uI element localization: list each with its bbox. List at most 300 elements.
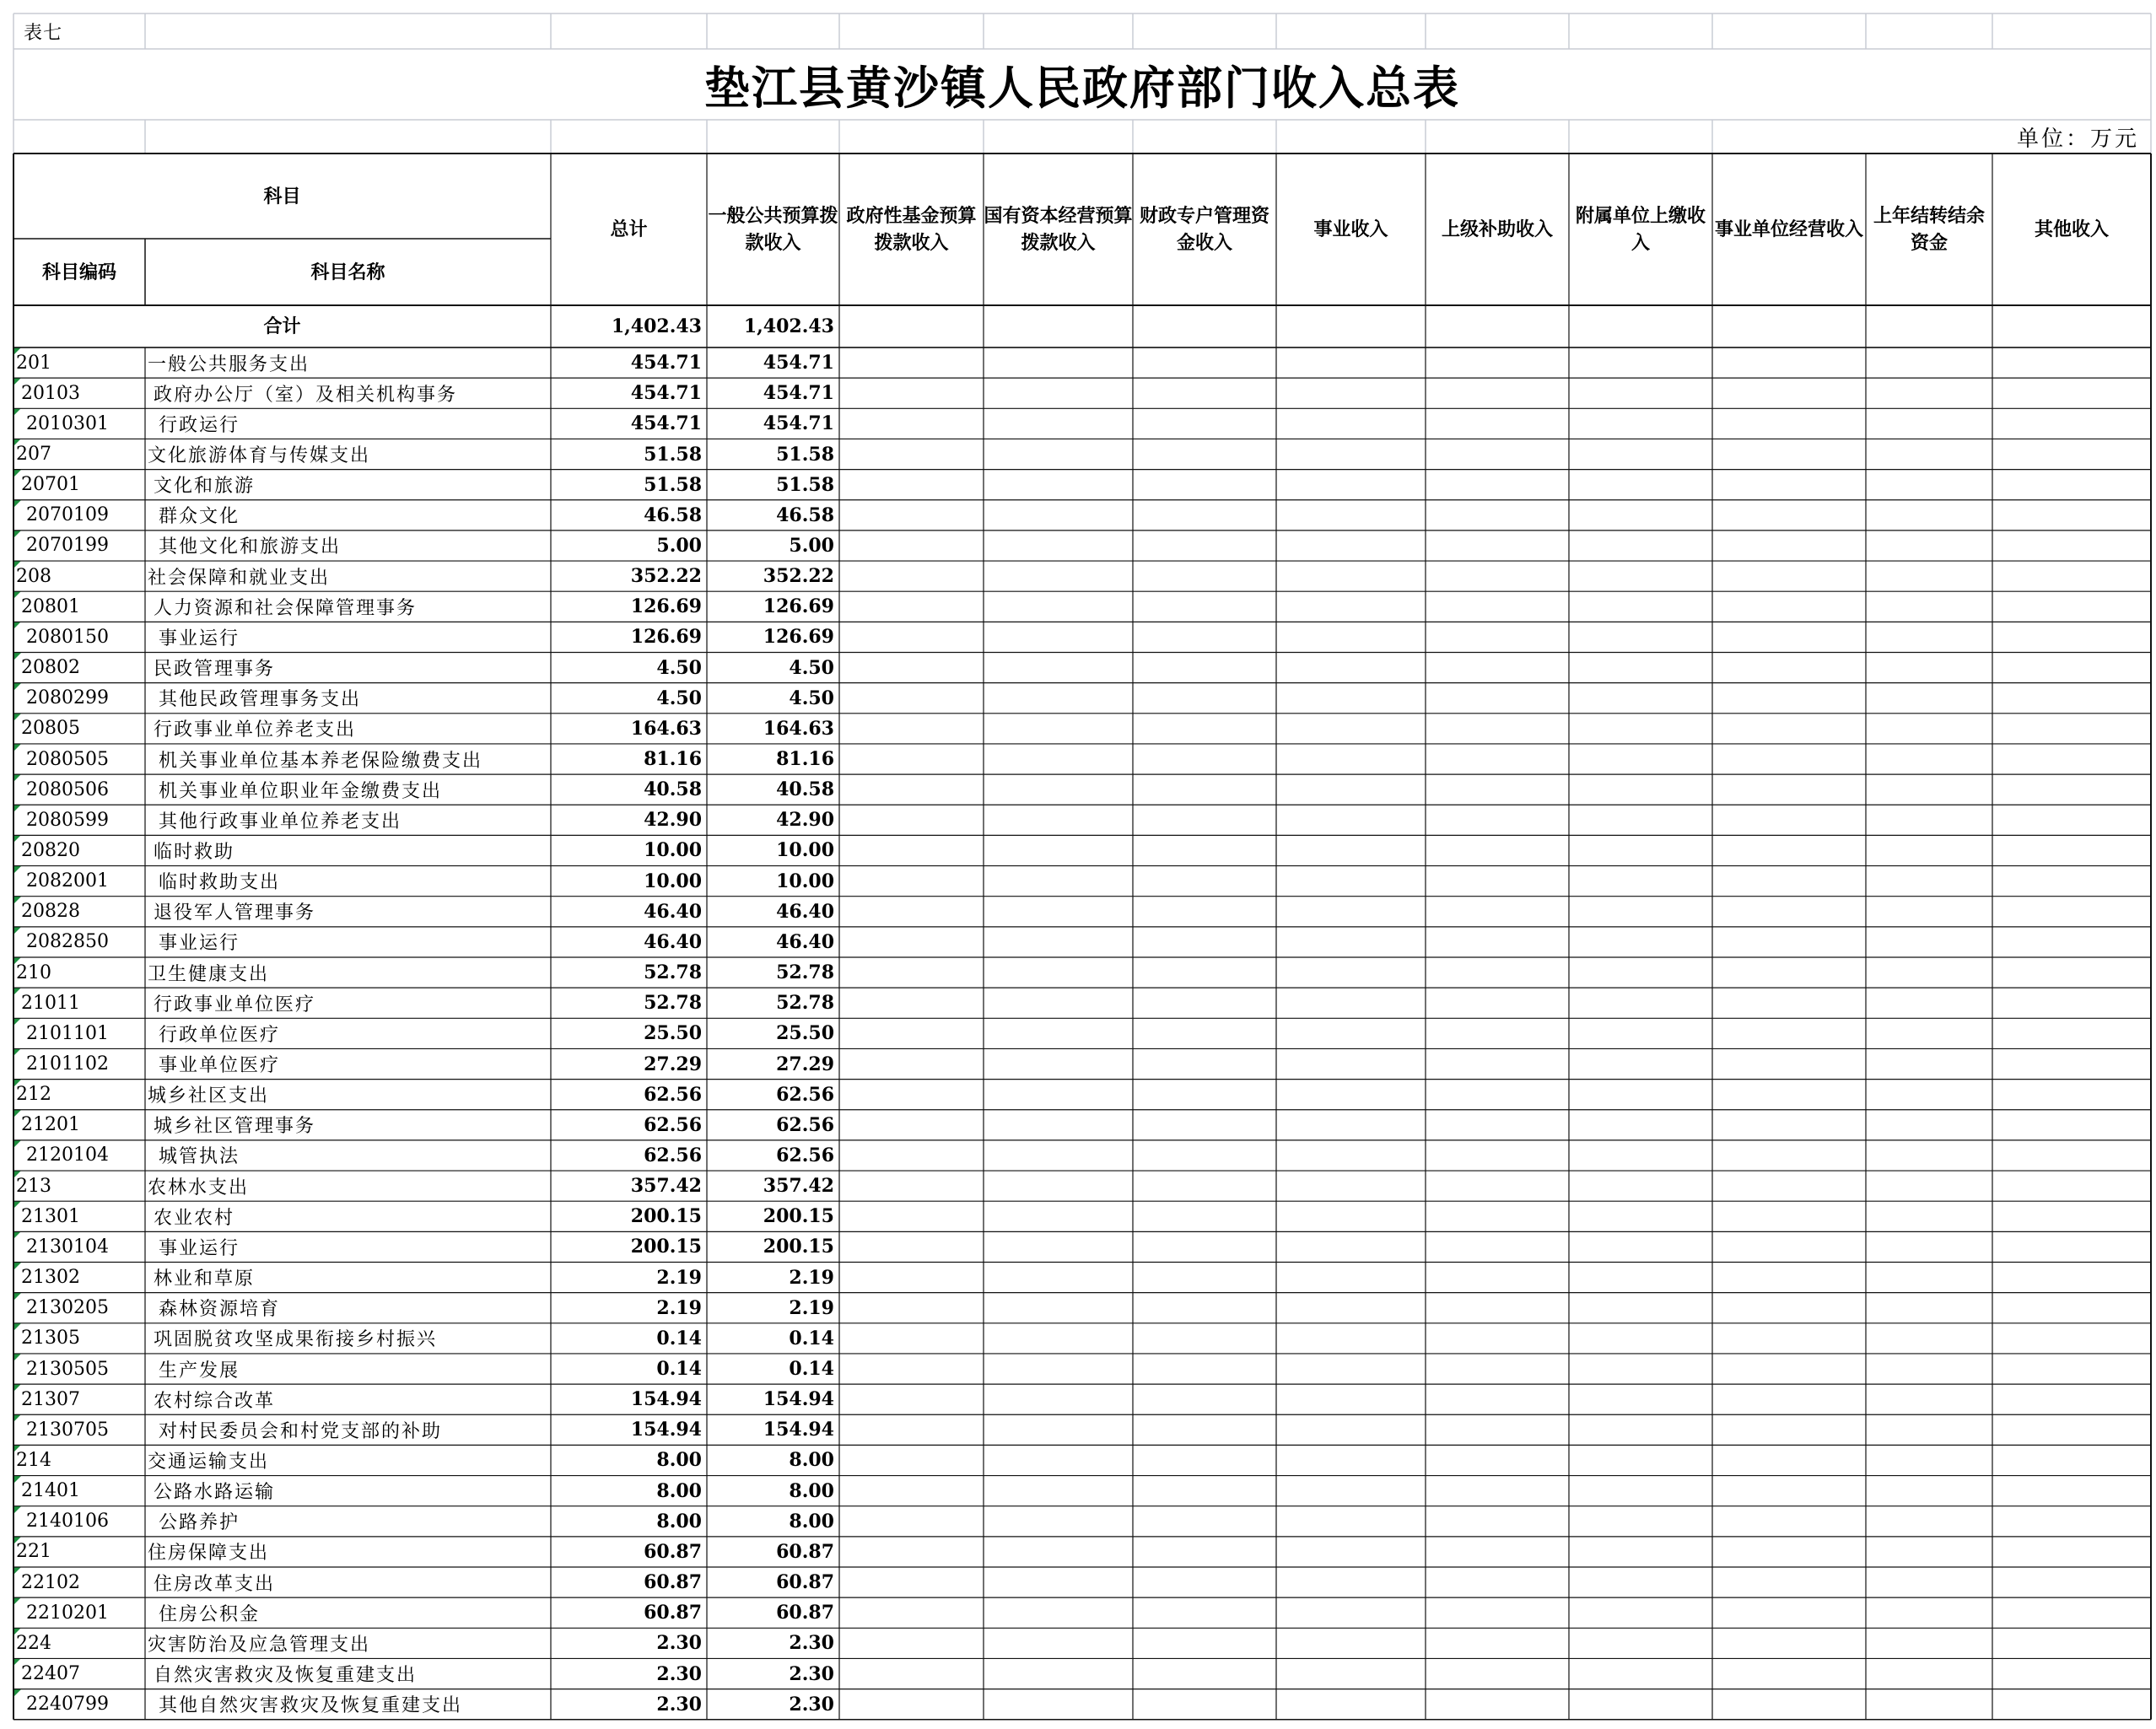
row-empty-cell[interactable] (1866, 683, 1992, 714)
row-empty-cell[interactable] (984, 1506, 1133, 1537)
row-empty-cell[interactable] (1569, 561, 1712, 591)
row-general-budget[interactable]: 2.30 (789, 1632, 834, 1655)
row-empty-cell[interactable] (1426, 1323, 1569, 1354)
row-empty-cell[interactable] (839, 805, 984, 835)
row-total[interactable]: 164.63 (630, 717, 702, 740)
row-empty-cell[interactable] (1133, 714, 1276, 744)
row-empty-cell[interactable] (839, 591, 984, 622)
row-empty-cell[interactable] (1133, 1384, 1276, 1414)
row-empty-cell[interactable] (1276, 1567, 1426, 1597)
row-general-budget[interactable]: 2.19 (789, 1296, 834, 1319)
row-empty-cell[interactable] (984, 653, 1133, 683)
row-general-budget[interactable]: 42.90 (776, 809, 834, 832)
row-total[interactable]: 46.40 (644, 930, 702, 953)
row-empty-cell[interactable] (984, 1445, 1133, 1475)
row-empty-cell[interactable] (1133, 653, 1276, 683)
row-empty-cell[interactable] (1712, 957, 1866, 988)
row-empty-cell[interactable] (1712, 1140, 1866, 1171)
row-empty-cell[interactable] (1426, 1689, 1569, 1720)
row-total[interactable]: 454.71 (630, 352, 702, 374)
row-empty-cell[interactable] (1569, 744, 1712, 774)
row-empty-cell[interactable] (1712, 1567, 1866, 1597)
row-empty-cell[interactable] (1866, 744, 1992, 774)
row-empty-cell[interactable] (1712, 1658, 1866, 1689)
row-empty-cell[interactable] (1133, 988, 1276, 1018)
row-empty-cell[interactable] (1712, 1354, 1866, 1384)
row-empty-cell[interactable] (1133, 470, 1276, 500)
row-empty-cell[interactable] (1426, 927, 1569, 957)
row-empty-cell[interactable] (1133, 1445, 1276, 1475)
row-empty-cell[interactable] (839, 683, 984, 714)
row-total[interactable]: 2.30 (656, 1632, 702, 1655)
row-empty-cell[interactable] (839, 347, 984, 378)
row-empty-cell[interactable] (1133, 1567, 1276, 1597)
row-empty-cell[interactable] (1712, 1537, 1866, 1567)
row-name[interactable]: 其他行政事业单位养老支出 (159, 811, 402, 832)
row-empty-cell[interactable] (1866, 1110, 1992, 1140)
row-empty-cell[interactable] (1712, 1323, 1866, 1354)
row-empty-cell[interactable] (984, 1689, 1133, 1720)
row-empty-cell[interactable] (1866, 1354, 1992, 1384)
row-name[interactable]: 临时救助支出 (159, 872, 281, 894)
row-empty-cell[interactable] (839, 531, 984, 561)
row-name[interactable]: 行政事业单位医疗 (154, 994, 316, 1015)
row-total[interactable]: 0.14 (656, 1358, 702, 1380)
row-empty-cell[interactable] (1866, 1140, 1992, 1171)
row-empty-cell[interactable] (839, 408, 984, 439)
row-general-budget[interactable]: 10.00 (776, 870, 834, 892)
row-total[interactable]: 46.40 (644, 900, 702, 923)
row-empty-cell[interactable] (1992, 1140, 2151, 1171)
row-empty-cell[interactable] (1426, 1354, 1569, 1384)
row-total[interactable]: 454.71 (630, 412, 702, 435)
row-general-budget[interactable]: 8.00 (789, 1510, 834, 1532)
row-empty-cell[interactable] (1276, 1201, 1426, 1231)
row-general-budget[interactable]: 454.71 (763, 352, 834, 374)
row-general-budget[interactable]: 62.56 (776, 1083, 834, 1106)
row-empty-cell[interactable] (1569, 866, 1712, 897)
row-empty-cell[interactable] (839, 774, 984, 805)
row-empty-cell[interactable] (1992, 1414, 2151, 1445)
row-empty-cell[interactable] (1866, 347, 1992, 378)
row-name[interactable]: 自然灾害救灾及恢复重建支出 (154, 1665, 418, 1686)
row-empty-cell[interactable] (984, 1567, 1133, 1597)
row-empty-cell[interactable] (1712, 1597, 1866, 1628)
row-code[interactable] (13, 683, 145, 714)
row-empty-cell[interactable] (1276, 897, 1426, 927)
row-total[interactable]: 357.42 (630, 1175, 702, 1198)
row-code[interactable] (13, 1201, 145, 1231)
row-empty-cell[interactable] (1133, 591, 1276, 622)
row-empty-cell[interactable] (839, 1080, 984, 1110)
row-empty-cell[interactable] (1992, 1628, 2151, 1658)
row-empty-cell[interactable] (1276, 408, 1426, 439)
row-empty-cell[interactable] (1569, 1293, 1712, 1323)
row-empty-cell[interactable] (1276, 744, 1426, 774)
row-empty-cell[interactable] (1276, 653, 1426, 683)
total-empty-cell[interactable] (1712, 305, 1866, 347)
row-empty-cell[interactable] (984, 500, 1133, 531)
row-empty-cell[interactable] (1133, 561, 1276, 591)
row-empty-cell[interactable] (1866, 531, 1992, 561)
total-empty-cell[interactable] (1426, 305, 1569, 347)
row-code[interactable] (13, 1140, 145, 1171)
row-code[interactable] (13, 927, 145, 957)
row-general-budget[interactable]: 52.78 (776, 992, 834, 1015)
row-empty-cell[interactable] (1133, 927, 1276, 957)
row-general-budget[interactable]: 52.78 (776, 961, 834, 984)
row-name[interactable]: 卫生健康支出 (148, 963, 270, 985)
row-empty-cell[interactable] (1992, 744, 2151, 774)
row-empty-cell[interactable] (984, 378, 1133, 408)
row-empty-cell[interactable] (1569, 1231, 1712, 1262)
row-code[interactable] (13, 1293, 145, 1323)
row-empty-cell[interactable] (1712, 835, 1866, 865)
row-name[interactable]: 城管执法 (159, 1146, 240, 1168)
row-empty-cell[interactable] (1133, 1140, 1276, 1171)
row-empty-cell[interactable] (1426, 835, 1569, 865)
row-name[interactable]: 事业运行 (159, 933, 240, 955)
row-empty-cell[interactable] (1569, 1354, 1712, 1384)
row-empty-cell[interactable] (1276, 1628, 1426, 1658)
row-empty-cell[interactable] (1866, 378, 1992, 408)
row-name[interactable]: 政府办公厅（室）及相关机构事务 (154, 384, 458, 406)
row-empty-cell[interactable] (1276, 378, 1426, 408)
row-empty-cell[interactable] (1569, 927, 1712, 957)
row-empty-cell[interactable] (984, 531, 1133, 561)
row-empty-cell[interactable] (1569, 1476, 1712, 1506)
row-empty-cell[interactable] (1276, 1110, 1426, 1140)
row-empty-cell[interactable] (1866, 1537, 1992, 1567)
row-empty-cell[interactable] (1712, 897, 1866, 927)
row-empty-cell[interactable] (839, 1384, 984, 1414)
row-empty-cell[interactable] (1569, 1110, 1712, 1140)
row-empty-cell[interactable] (1712, 470, 1866, 500)
row-empty-cell[interactable] (1276, 1354, 1426, 1384)
row-empty-cell[interactable] (1992, 1537, 2151, 1567)
row-general-budget[interactable]: 154.94 (763, 1388, 834, 1411)
row-empty-cell[interactable] (984, 1231, 1133, 1262)
row-total[interactable]: 154.94 (630, 1388, 702, 1411)
row-empty-cell[interactable] (839, 500, 984, 531)
row-name[interactable]: 住房改革支出 (154, 1573, 276, 1595)
row-empty-cell[interactable] (1569, 805, 1712, 835)
row-code[interactable] (13, 591, 145, 622)
row-general-budget[interactable]: 62.56 (776, 1113, 834, 1136)
row-empty-cell[interactable] (839, 1628, 984, 1658)
row-empty-cell[interactable] (984, 683, 1133, 714)
row-empty-cell[interactable] (1712, 408, 1866, 439)
row-empty-cell[interactable] (1866, 470, 1992, 500)
row-empty-cell[interactable] (1992, 1323, 2151, 1354)
row-empty-cell[interactable] (1992, 1354, 2151, 1384)
row-empty-cell[interactable] (984, 897, 1133, 927)
row-empty-cell[interactable] (1426, 1140, 1569, 1171)
row-empty-cell[interactable] (1276, 683, 1426, 714)
row-empty-cell[interactable] (1133, 531, 1276, 561)
row-empty-cell[interactable] (1992, 622, 2151, 652)
row-general-budget[interactable]: 5.00 (789, 534, 834, 557)
row-empty-cell[interactable] (839, 1658, 984, 1689)
row-empty-cell[interactable] (984, 1080, 1133, 1110)
row-empty-cell[interactable] (1133, 897, 1276, 927)
total-empty-cell[interactable] (839, 305, 984, 347)
row-empty-cell[interactable] (1133, 408, 1276, 439)
row-empty-cell[interactable] (1866, 500, 1992, 531)
row-name[interactable]: 人力资源和社会保障管理事务 (154, 597, 418, 619)
row-empty-cell[interactable] (1866, 897, 1992, 927)
row-empty-cell[interactable] (1992, 1110, 2151, 1140)
row-empty-cell[interactable] (1992, 470, 2151, 500)
row-empty-cell[interactable] (984, 988, 1133, 1018)
row-empty-cell[interactable] (1569, 1384, 1712, 1414)
row-empty-cell[interactable] (984, 1384, 1133, 1414)
row-empty-cell[interactable] (984, 835, 1133, 865)
row-empty-cell[interactable] (1569, 347, 1712, 378)
row-empty-cell[interactable] (839, 1414, 984, 1445)
row-empty-cell[interactable] (1569, 408, 1712, 439)
row-empty-cell[interactable] (1866, 805, 1992, 835)
row-empty-cell[interactable] (1712, 988, 1866, 1018)
row-empty-cell[interactable] (1133, 1414, 1276, 1445)
row-empty-cell[interactable] (1133, 1476, 1276, 1506)
row-empty-cell[interactable] (1866, 1171, 1992, 1201)
row-empty-cell[interactable] (1133, 957, 1276, 988)
row-name[interactable]: 其他文化和旅游支出 (159, 536, 342, 558)
row-empty-cell[interactable] (1276, 347, 1426, 378)
row-total[interactable]: 62.56 (644, 1144, 702, 1166)
row-empty-cell[interactable] (839, 470, 984, 500)
row-empty-cell[interactable] (1992, 1231, 2151, 1262)
row-empty-cell[interactable] (1712, 531, 1866, 561)
row-empty-cell[interactable] (1992, 653, 2151, 683)
row-empty-cell[interactable] (1426, 408, 1569, 439)
row-total[interactable]: 52.78 (644, 961, 702, 984)
row-empty-cell[interactable] (1712, 1080, 1866, 1110)
row-empty-cell[interactable] (1133, 500, 1276, 531)
row-empty-cell[interactable] (839, 1110, 984, 1140)
row-empty-cell[interactable] (1426, 774, 1569, 805)
row-empty-cell[interactable] (1276, 1384, 1426, 1414)
row-empty-cell[interactable] (1426, 1567, 1569, 1597)
row-general-budget[interactable]: 164.63 (763, 717, 834, 740)
row-empty-cell[interactable] (984, 1323, 1133, 1354)
row-code[interactable] (13, 957, 145, 988)
row-code[interactable] (13, 1506, 145, 1537)
row-total[interactable]: 60.87 (644, 1571, 702, 1594)
row-empty-cell[interactable] (839, 378, 984, 408)
row-empty-cell[interactable] (984, 591, 1133, 622)
row-empty-cell[interactable] (1276, 805, 1426, 835)
row-empty-cell[interactable] (1992, 1445, 2151, 1475)
row-total[interactable]: 51.58 (644, 473, 702, 496)
row-empty-cell[interactable] (839, 1445, 984, 1475)
row-total[interactable]: 8.00 (656, 1510, 702, 1532)
row-empty-cell[interactable] (1276, 1171, 1426, 1201)
row-empty-cell[interactable] (984, 1140, 1133, 1171)
row-name[interactable]: 文化和旅游 (154, 476, 256, 498)
row-total[interactable]: 0.14 (656, 1327, 702, 1349)
row-empty-cell[interactable] (984, 1658, 1133, 1689)
row-empty-cell[interactable] (1712, 500, 1866, 531)
row-empty-cell[interactable] (1866, 622, 1992, 652)
row-general-budget[interactable]: 200.15 (763, 1205, 834, 1228)
row-empty-cell[interactable] (1276, 1323, 1426, 1354)
row-empty-cell[interactable] (1133, 1354, 1276, 1384)
row-empty-cell[interactable] (1133, 1689, 1276, 1720)
row-empty-cell[interactable] (1276, 439, 1426, 469)
row-general-budget[interactable]: 25.50 (776, 1022, 834, 1045)
row-general-budget[interactable]: 46.40 (776, 900, 834, 923)
row-empty-cell[interactable] (1866, 1048, 1992, 1079)
row-code[interactable] (13, 988, 145, 1018)
row-empty-cell[interactable] (1276, 500, 1426, 531)
row-empty-cell[interactable] (1276, 1689, 1426, 1720)
row-empty-cell[interactable] (1866, 866, 1992, 897)
row-empty-cell[interactable] (1866, 561, 1992, 591)
row-name[interactable]: 灾害防治及应急管理支出 (148, 1634, 371, 1656)
row-general-budget[interactable]: 454.71 (763, 412, 834, 435)
row-name[interactable]: 公路水路运输 (154, 1482, 276, 1504)
row-empty-cell[interactable] (1712, 774, 1866, 805)
row-empty-cell[interactable] (1276, 1658, 1426, 1689)
row-empty-cell[interactable] (1569, 1506, 1712, 1537)
row-name[interactable]: 社会保障和就业支出 (148, 567, 331, 589)
row-empty-cell[interactable] (1426, 1171, 1569, 1201)
row-total[interactable]: 200.15 (630, 1236, 702, 1258)
row-empty-cell[interactable] (1426, 500, 1569, 531)
row-empty-cell[interactable] (1866, 835, 1992, 865)
row-empty-cell[interactable] (1712, 1231, 1866, 1262)
row-empty-cell[interactable] (1569, 714, 1712, 744)
row-empty-cell[interactable] (1276, 1293, 1426, 1323)
row-empty-cell[interactable] (1133, 1628, 1276, 1658)
row-empty-cell[interactable] (1426, 561, 1569, 591)
row-empty-cell[interactable] (839, 1506, 984, 1537)
row-empty-cell[interactable] (839, 1140, 984, 1171)
row-empty-cell[interactable] (1426, 1231, 1569, 1262)
row-empty-cell[interactable] (1992, 957, 2151, 988)
row-name[interactable]: 农村综合改革 (154, 1390, 276, 1412)
row-empty-cell[interactable] (1276, 1140, 1426, 1171)
row-general-budget[interactable]: 10.00 (776, 839, 834, 862)
row-name[interactable]: 退役军人管理事务 (154, 902, 316, 924)
row-name[interactable]: 临时救助 (154, 841, 235, 863)
row-empty-cell[interactable] (1133, 1080, 1276, 1110)
row-code[interactable] (13, 774, 145, 805)
row-general-budget[interactable]: 8.00 (789, 1449, 834, 1472)
row-empty-cell[interactable] (984, 1354, 1133, 1384)
row-empty-cell[interactable] (839, 897, 984, 927)
row-empty-cell[interactable] (1866, 1384, 1992, 1414)
row-empty-cell[interactable] (1712, 683, 1866, 714)
row-empty-cell[interactable] (1569, 500, 1712, 531)
row-empty-cell[interactable] (1426, 439, 1569, 469)
row-total[interactable]: 200.15 (630, 1205, 702, 1228)
row-empty-cell[interactable] (984, 714, 1133, 744)
row-empty-cell[interactable] (1712, 653, 1866, 683)
total-general-budget[interactable]: 1,402.43 (743, 315, 834, 337)
row-empty-cell[interactable] (1569, 1445, 1712, 1475)
row-empty-cell[interactable] (1992, 1567, 2151, 1597)
row-empty-cell[interactable] (1133, 622, 1276, 652)
row-code[interactable] (13, 835, 145, 865)
row-total[interactable]: 126.69 (630, 626, 702, 649)
row-empty-cell[interactable] (1276, 561, 1426, 591)
row-empty-cell[interactable] (1426, 1476, 1569, 1506)
row-empty-cell[interactable] (984, 866, 1133, 897)
row-empty-cell[interactable] (1426, 470, 1569, 500)
row-empty-cell[interactable] (839, 835, 984, 865)
row-empty-cell[interactable] (1712, 1201, 1866, 1231)
row-empty-cell[interactable] (1133, 1658, 1276, 1689)
row-name[interactable]: 生产发展 (159, 1360, 240, 1382)
row-empty-cell[interactable] (1569, 1080, 1712, 1110)
row-empty-cell[interactable] (1569, 622, 1712, 652)
row-code[interactable] (13, 714, 145, 744)
row-empty-cell[interactable] (984, 1597, 1133, 1628)
row-code[interactable] (13, 1263, 145, 1293)
row-general-budget[interactable]: 60.87 (776, 1602, 834, 1624)
row-empty-cell[interactable] (1712, 378, 1866, 408)
row-name[interactable]: 其他民政管理事务支出 (159, 689, 362, 711)
row-name[interactable]: 一般公共服务支出 (148, 353, 310, 375)
row-empty-cell[interactable] (839, 1323, 984, 1354)
row-empty-cell[interactable] (839, 439, 984, 469)
row-name[interactable]: 城乡社区管理事务 (154, 1116, 316, 1138)
row-empty-cell[interactable] (1276, 1080, 1426, 1110)
row-name[interactable]: 农林水支出 (148, 1177, 250, 1198)
row-total[interactable]: 10.00 (644, 839, 702, 862)
row-general-budget[interactable]: 62.56 (776, 1144, 834, 1166)
row-code[interactable] (13, 347, 145, 378)
row-empty-cell[interactable] (1569, 988, 1712, 1018)
row-empty-cell[interactable] (839, 988, 984, 1018)
row-empty-cell[interactable] (1712, 1384, 1866, 1414)
row-general-budget[interactable]: 2.19 (789, 1266, 834, 1289)
row-empty-cell[interactable] (984, 347, 1133, 378)
row-total[interactable]: 2.30 (656, 1662, 702, 1685)
row-empty-cell[interactable] (1426, 714, 1569, 744)
row-empty-cell[interactable] (1133, 1048, 1276, 1079)
row-empty-cell[interactable] (1712, 1506, 1866, 1537)
row-empty-cell[interactable] (1276, 531, 1426, 561)
row-empty-cell[interactable] (1569, 1537, 1712, 1567)
row-empty-cell[interactable] (1426, 897, 1569, 927)
row-empty-cell[interactable] (839, 1476, 984, 1506)
row-empty-cell[interactable] (1992, 1048, 2151, 1079)
row-empty-cell[interactable] (1569, 835, 1712, 865)
row-empty-cell[interactable] (1992, 1658, 2151, 1689)
row-empty-cell[interactable] (1133, 347, 1276, 378)
row-code[interactable] (13, 1048, 145, 1079)
row-empty-cell[interactable] (1866, 1414, 1992, 1445)
row-empty-cell[interactable] (1276, 1597, 1426, 1628)
row-empty-cell[interactable] (839, 1354, 984, 1384)
row-empty-cell[interactable] (1569, 1414, 1712, 1445)
row-code[interactable] (13, 1628, 145, 1658)
row-empty-cell[interactable] (1569, 1201, 1712, 1231)
row-empty-cell[interactable] (984, 1414, 1133, 1445)
row-code[interactable] (13, 561, 145, 591)
row-empty-cell[interactable] (1426, 744, 1569, 774)
row-name[interactable]: 行政单位医疗 (159, 1024, 281, 1046)
row-empty-cell[interactable] (1276, 988, 1426, 1018)
row-code[interactable] (13, 1354, 145, 1384)
row-empty-cell[interactable] (1426, 988, 1569, 1018)
row-empty-cell[interactable] (1276, 835, 1426, 865)
row-total[interactable]: 154.94 (630, 1419, 702, 1441)
